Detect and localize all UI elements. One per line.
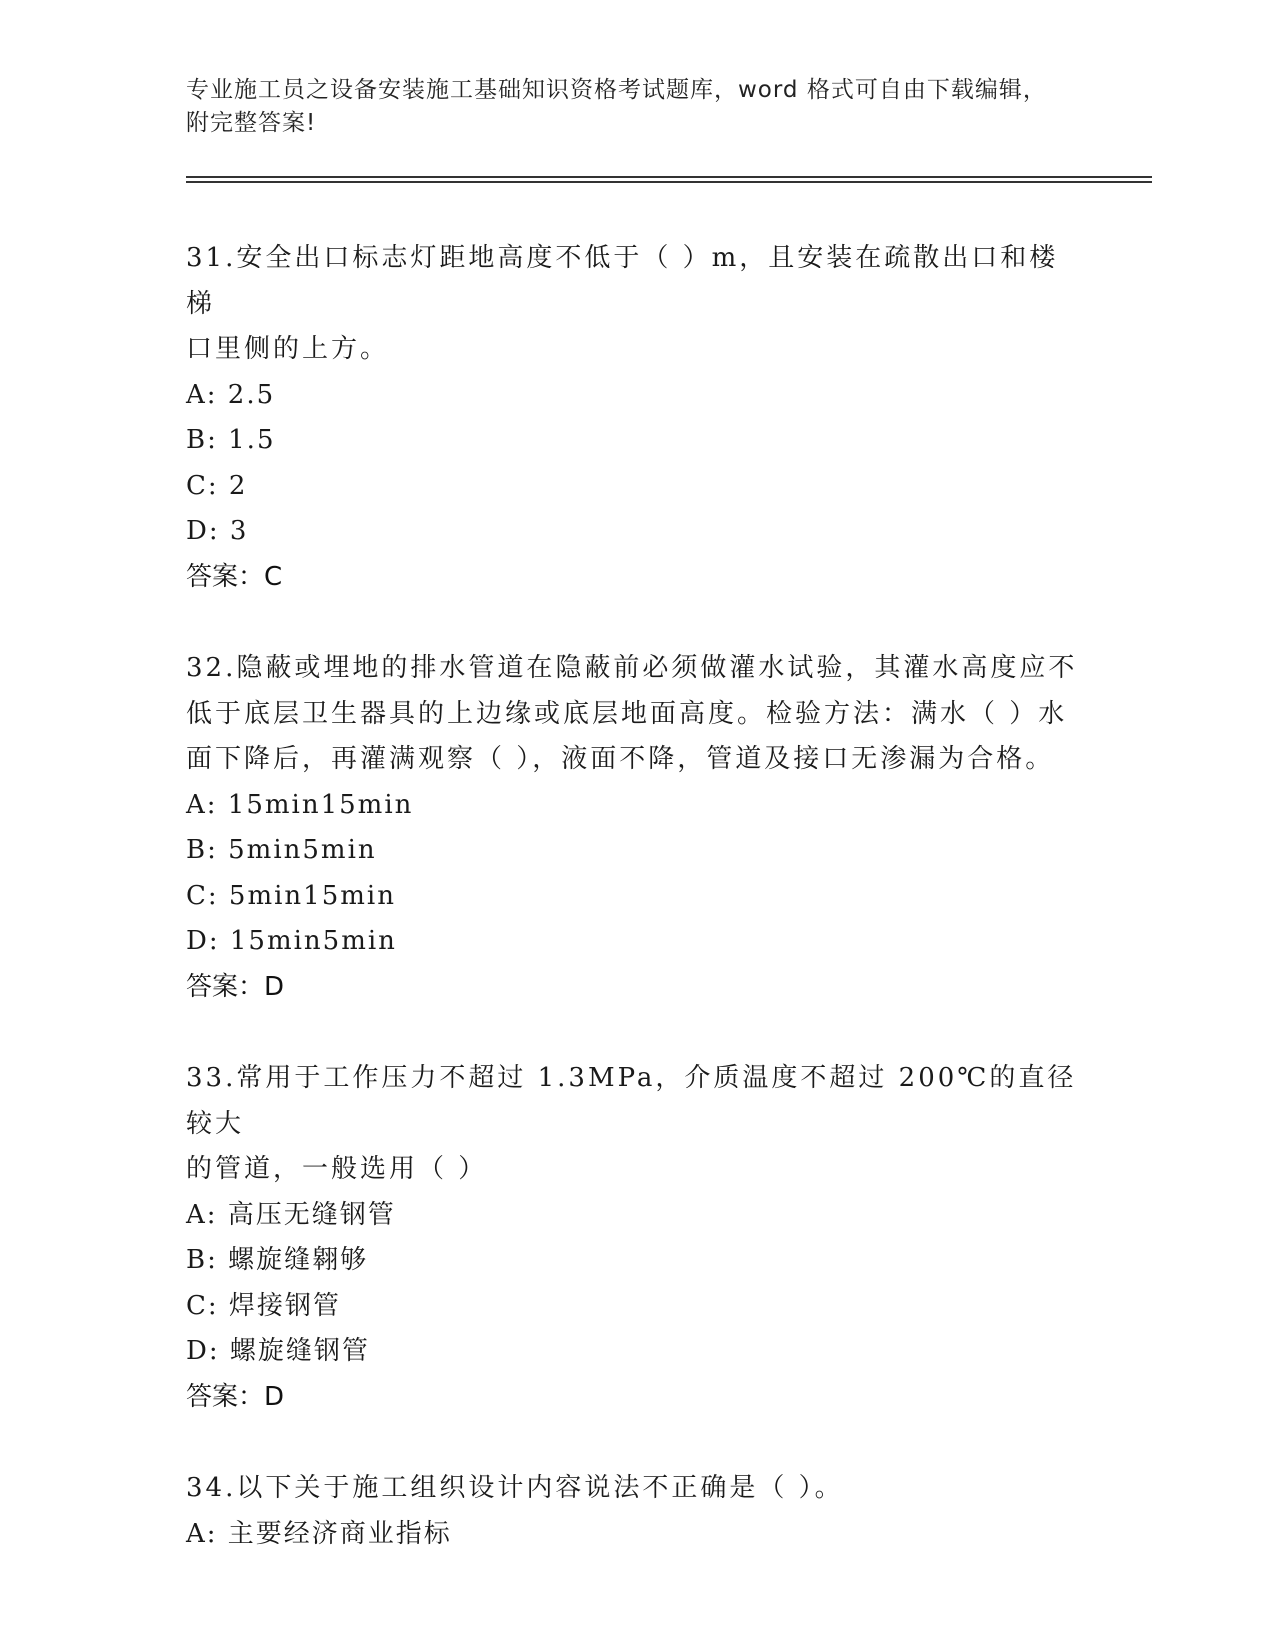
option-d: D: 螺旋缝钢管 [186, 1336, 370, 1366]
question-list [186, 236, 1086, 1603]
question-32 [186, 646, 1086, 1010]
option-a: A: 主要经济商业指标 [186, 1518, 452, 1549]
option-b: B: 螺旋缝翱够 [186, 1245, 369, 1275]
option-a: A: 15min15min [186, 789, 414, 820]
answer-label: 答案：C [186, 561, 283, 592]
option-c: C: 焊接钢管 [186, 1290, 341, 1321]
option-b: B: 5min5min [186, 835, 377, 865]
document-header [186, 74, 1066, 140]
question-stem: 口里侧的上方。 [186, 334, 390, 364]
option-a: A: 2.5 [186, 379, 276, 410]
option-d: D: 15min5min [186, 926, 397, 956]
answer-label: 答案：D [186, 1381, 285, 1412]
question-stem: 面下降后，再灌满观察（ ），液面不降，管道及接口无渗漏为合格。 [186, 744, 1055, 774]
header-line-1: 专业施工员之设备安装施工基础知识资格考试题库，word 格式可自由下载编辑， [186, 77, 1047, 103]
answer-label: 答案：D [186, 971, 285, 1002]
question-stem: 的管道，一般选用（ ） [186, 1154, 488, 1184]
option-c: C: 2 [186, 470, 248, 501]
question-stem: 32.隐蔽或埋地的排水管道在隐蔽前必须做灌水试验，其灌水高度应不 [186, 653, 1078, 683]
question-stem: 低于底层卫生器具的上边缘或底层地面高度。检验方法：满水（ ）水 [186, 698, 1068, 729]
header-divider-top [186, 176, 1152, 178]
header-line-2: 附完整答案! [186, 110, 317, 136]
header-divider-bottom [186, 181, 1152, 183]
question-34 [186, 1466, 1086, 1557]
question-stem: 34.以下关于施工组织设计内容说法不正确是（ ）。 [186, 1473, 844, 1503]
question-stem: 31.安全出口标志灯距地高度不低于（ ）m，且安装在疏散出口和楼梯 [186, 243, 1059, 319]
option-b: B: 1.5 [186, 425, 276, 455]
option-c: C: 5min15min [186, 880, 396, 911]
question-31 [186, 236, 1086, 600]
question-stem: 33.常用于工作压力不超过 1.3MPa，介质温度不超过 200℃的直径较大 [186, 1063, 1077, 1139]
option-d: D: 3 [186, 516, 249, 546]
option-a: A: 高压无缝钢管 [186, 1199, 396, 1230]
question-33 [186, 1056, 1086, 1420]
